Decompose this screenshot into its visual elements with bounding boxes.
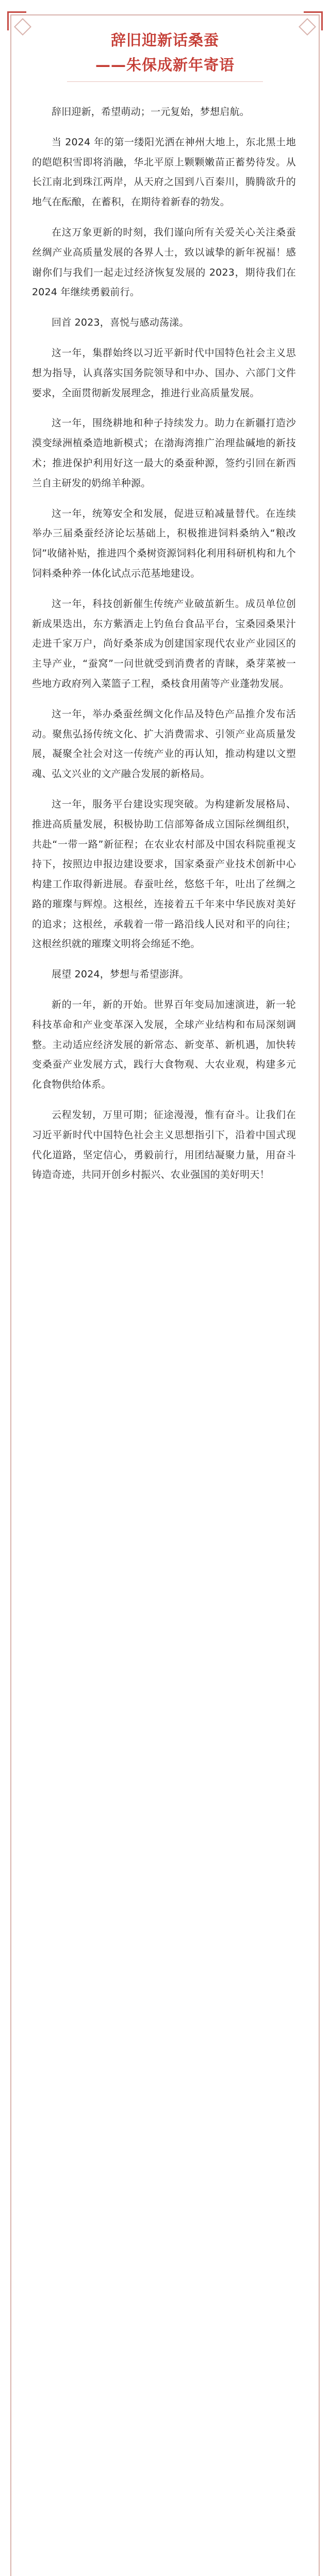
- paragraph: 回首 2023，喜悦与感动荡漾。: [52, 317, 189, 329]
- paragraph: 新的一年，新的开始。世界百年变局加速演进，新一轮科技革命和产业变革深入发展，全球产业结构和布局深刻调整。主动适应经济发展的新常态、新变革、新机遇，加快转变桑蚕产业发展方式，践行大食物观、大农业观，构建多元化食物供给体系。: [32, 999, 296, 1091]
- paragraph: 当 2024 年的第一缕阳光洒在神州大地上，东北黑土地的皑皑积雪即将消融，华北平原上颗颗嫩苗正蓄势待发。从长江南北到珠江两岸，从天府之国到八百秦川，腾腾欲升的地气在酝酿，在蓄积，在期待着新春的勃发。: [32, 136, 296, 208]
- paragraph: 这一年，服务平台建设实现突破。为构建新发展格局、推进高质量发展，积极协助工信部筹备成立国际丝绸组织，共赴“一带一路”新征程；在农业农村部及中国农科院重视支持下，按照边申报边建设要求，国家桑蚕产业技术创新中心构建工作取得新进展。春蚕吐丝，悠悠千年，吐出了丝绸之路的璀璨与辉煌。这根丝，连接着五千年来中华民族对美好的追求；这根丝，承载着一带一路沿线人民对和平的向往；这根丝织就的璀璨文明将会绵延不绝。: [32, 798, 296, 950]
- paragraph: 在这万象更新的时刻，我们谨向所有关爱关心关注桑蚕丝绸产业高质量发展的各界人士，致以诚挚的新年祝福！感谢你们与我们一起走过经济恢复发展的 2023，期待我们在 2024 年继续勇毅前行。: [32, 226, 296, 298]
- title-divider: [67, 81, 263, 82]
- paragraph: 这一年，举办桑蚕丝绸文化作品及特色产品推介发布活动。聚焦弘扬传统文化、扩大消费需求、引领产业高质量发展，凝聚全社会对这一传统产业的再认知，推动构建以文塑魂、弘文兴业的文产融合发展的新格局。: [32, 708, 296, 780]
- paragraph: 这一年，统筹安全和发展，促进豆粕减量替代。在连续举办三届桑蚕经济论坛基础上，积极推进饲料桑纳入“粮改饲”收储补贴，推进四个桑树资源饲料化利用科研机构和九个饲料桑种养一体化试点示范基地建设。: [32, 507, 296, 579]
- paragraph: 这一年，科技创新催生传统产业破茧新生。成员单位创新成果迭出，东方紫酒走上钓鱼台食品平台，宝桑园桑果汁走进千家万户，尚好桑茶成为创建国家现代农业产业园区的主导产业，“蚕窝”一问世就受到消费者的青睐，桑芽菜被一些地方政府列入菜篮子工程，桑枝食用菌等产业蓬勃发展。: [32, 598, 296, 689]
- paragraph: 辞旧迎新，希望萌动；一元复始，梦想启航。: [52, 106, 250, 117]
- paragraph: 云程发轫，万里可期；征途漫漫，惟有奋斗。让我们在习近平新时代中国特色社会主义思想指引下，沿着中国式现代化道路，坚定信心，勇毅前行，用团结凝聚力量，用奋斗铸造奇迹，共同开创乡村振兴、农业强国的美好明天！: [32, 1109, 296, 1181]
- article-header: [62, 28, 268, 82]
- paragraph: 这一年，围绕耕地和种子持续发力。助力在新疆打造沙漠变绿洲植桑造地新模式；在渤海湾推广治理盐碱地的新技术；推进保护利用好这一最大的桑蚕种源，签约引回在新西兰自主研发的奶绵羊种源。: [32, 417, 296, 489]
- paragraph: 展望 2024，梦想与希望澎湃。: [52, 969, 189, 980]
- article-subtitle: ——朱保成新年寄语: [95, 56, 235, 74]
- article-body: [32, 102, 296, 1195]
- article-title: 辞旧迎新话桑蚕: [110, 31, 219, 49]
- paragraph: 这一年，集群始终以习近平新时代中国特色社会主义思想为指导，认真落实国务院领导和中办、国办、六部门文件要求，全面贯彻新发展理念，推进行业高质量发展。: [32, 347, 296, 399]
